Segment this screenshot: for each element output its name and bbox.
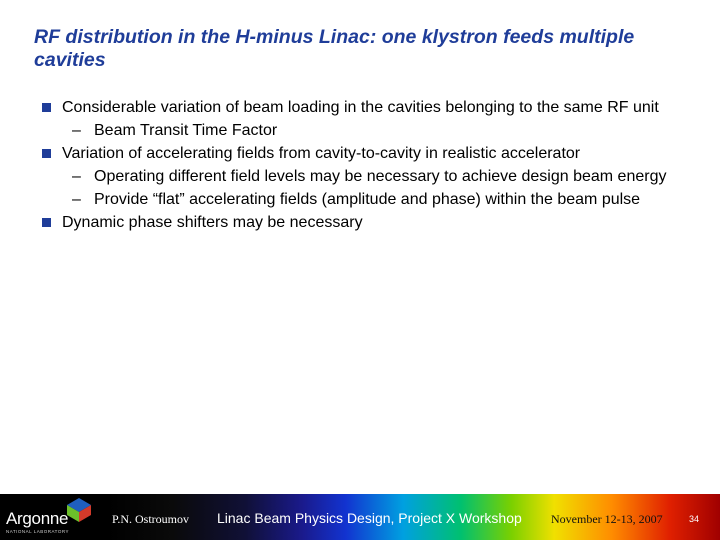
- dash-marker: –: [72, 168, 81, 185]
- argonne-logo: [0, 494, 104, 540]
- logo-subtext: NATIONAL LABORATORY: [6, 529, 70, 534]
- square-bullet-icon: [42, 103, 51, 112]
- square-bullet-icon: [42, 149, 51, 158]
- logo-text: Argonne: [6, 509, 69, 528]
- sub-bullet-text: Beam Transit Time Factor: [94, 122, 278, 139]
- sub-bullet-text: Operating different field levels may be necessary to achieve design beam energy: [94, 168, 667, 185]
- bullet-item: [62, 142, 692, 165]
- bullet-text: Considerable variation of beam loading in the cavities belonging to the same RF unit: [62, 99, 659, 116]
- slide-title: RF distribution in the H-minus Linac: one klystron feeds multiple cavities: [34, 26, 635, 71]
- sub-bullet-text: Provide “flat” accelerating fields (amplitude and phase) within the beam pulse: [94, 191, 641, 208]
- sub-bullet-item: [72, 165, 694, 188]
- bullet-list: [0, 96, 720, 234]
- footer-bar: [0, 494, 720, 540]
- footer-author: P.N. Ostroumov: [112, 512, 190, 526]
- dash-marker: –: [72, 191, 81, 208]
- footer-talk-title: Linac Beam Physics Design, Project X Workshop: [217, 510, 522, 526]
- sub-bullet-item: [72, 188, 694, 211]
- square-bullet-icon: [42, 218, 51, 227]
- footer-date: November 12-13, 2007: [551, 512, 663, 526]
- sub-bullet-item: [72, 119, 694, 142]
- argonne-logo-icon: [64, 497, 94, 523]
- bullet-item: [62, 96, 692, 119]
- bullet-item: [62, 211, 692, 234]
- dash-marker: –: [72, 122, 81, 139]
- page-number: 34: [689, 514, 700, 524]
- bullet-text: Dynamic phase shifters may be necessary: [62, 214, 363, 231]
- bullet-text: Variation of accelerating fields from cavity-to-cavity in realistic accelerator: [62, 145, 581, 162]
